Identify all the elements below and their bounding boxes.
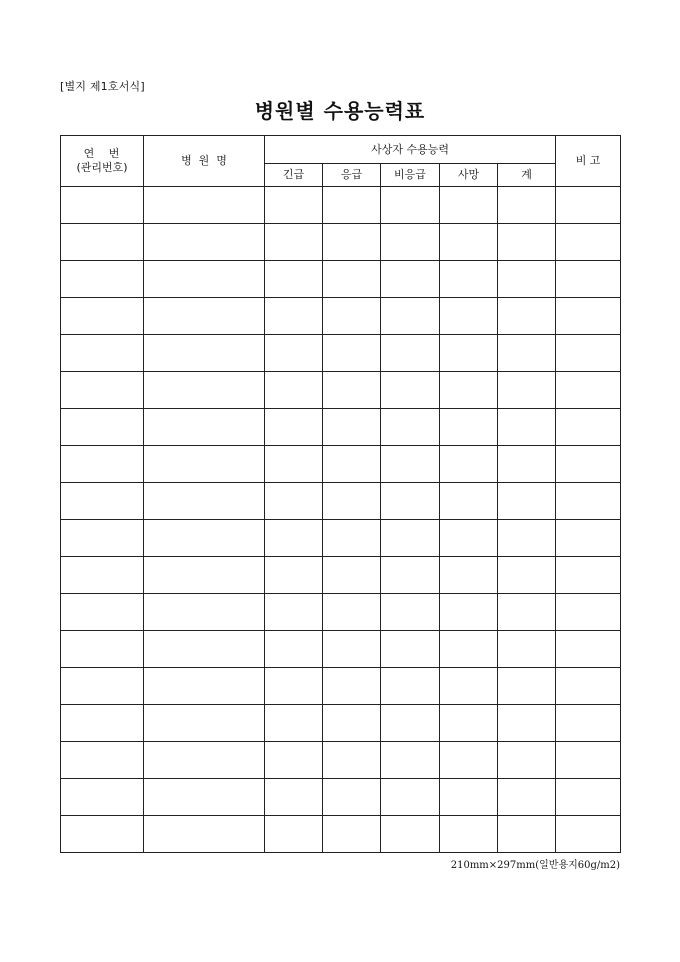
cell-emergent[interactable]: [265, 594, 323, 631]
cell-deceased[interactable]: [440, 594, 498, 631]
cell-total[interactable]: [498, 557, 556, 594]
table-row: [61, 816, 621, 853]
cell-deceased[interactable]: [440, 372, 498, 409]
cell-serial-number[interactable]: [61, 594, 144, 631]
cell-emergent[interactable]: [265, 779, 323, 816]
cell-urgent[interactable]: [323, 557, 381, 594]
cell-hospital-name[interactable]: [144, 594, 265, 631]
cell-deceased[interactable]: [440, 816, 498, 853]
cell-hospital-name[interactable]: [144, 816, 265, 853]
cell-remarks[interactable]: [556, 594, 621, 631]
cell-emergent[interactable]: [265, 816, 323, 853]
cell-serial-number[interactable]: [61, 224, 144, 261]
header-remarks: [556, 136, 621, 187]
cell-urgent[interactable]: [323, 668, 381, 705]
cell-serial-number[interactable]: [61, 742, 144, 779]
cell-emergent[interactable]: [265, 224, 323, 261]
cell-remarks[interactable]: [556, 409, 621, 446]
cell-hospital-name[interactable]: [144, 224, 265, 261]
cell-deceased[interactable]: [440, 224, 498, 261]
cell-serial-number[interactable]: [61, 668, 144, 705]
header-serial-number: [61, 136, 144, 187]
cell-emergent[interactable]: [265, 372, 323, 409]
cell-remarks[interactable]: [556, 372, 621, 409]
cell-total[interactable]: [498, 816, 556, 853]
header-management-number-label: (관리번호): [76, 161, 128, 174]
cell-non-urgent[interactable]: [381, 816, 440, 853]
cell-serial-number[interactable]: [61, 372, 144, 409]
cell-urgent[interactable]: [323, 409, 381, 446]
cell-total[interactable]: [498, 372, 556, 409]
cell-deceased[interactable]: [440, 446, 498, 483]
cell-deceased[interactable]: [440, 409, 498, 446]
cell-total[interactable]: [498, 483, 556, 520]
cell-hospital-name[interactable]: [144, 446, 265, 483]
header-casualty-capacity-label: 사상자 수용능력: [371, 142, 449, 156]
cell-emergent[interactable]: [265, 705, 323, 742]
cell-non-urgent[interactable]: [381, 483, 440, 520]
cell-deceased[interactable]: [440, 335, 498, 372]
cell-hospital-name[interactable]: [144, 668, 265, 705]
header-serial-label: 연 번: [83, 147, 121, 160]
cell-urgent[interactable]: [323, 446, 381, 483]
cell-hospital-name[interactable]: [144, 409, 265, 446]
cell-deceased[interactable]: [440, 298, 498, 335]
table-row: [61, 224, 621, 261]
table-row: [61, 483, 621, 520]
cell-remarks[interactable]: [556, 742, 621, 779]
cell-emergent[interactable]: [265, 520, 323, 557]
cell-total[interactable]: [498, 742, 556, 779]
cell-emergent[interactable]: [265, 261, 323, 298]
cell-hospital-name[interactable]: [144, 261, 265, 298]
cell-total[interactable]: [498, 446, 556, 483]
cell-non-urgent[interactable]: [381, 779, 440, 816]
header-emergent: 긴급: [265, 164, 323, 187]
table-row: [61, 446, 621, 483]
cell-urgent[interactable]: [323, 335, 381, 372]
cell-serial-number[interactable]: [61, 631, 144, 668]
cell-deceased[interactable]: [440, 483, 498, 520]
cell-urgent[interactable]: [323, 520, 381, 557]
table-row: [61, 742, 621, 779]
cell-remarks[interactable]: [556, 631, 621, 668]
table-row: [61, 187, 621, 224]
cell-non-urgent[interactable]: [381, 557, 440, 594]
cell-deceased[interactable]: [440, 557, 498, 594]
cell-remarks[interactable]: [556, 187, 621, 224]
header-non-urgent: 비응급: [381, 164, 440, 187]
cell-non-urgent[interactable]: [381, 187, 440, 224]
cell-remarks[interactable]: [556, 261, 621, 298]
cell-total[interactable]: [498, 224, 556, 261]
cell-non-urgent[interactable]: [381, 335, 440, 372]
cell-urgent[interactable]: [323, 594, 381, 631]
table-row: [61, 705, 621, 742]
cell-hospital-name[interactable]: [144, 779, 265, 816]
cell-urgent[interactable]: [323, 816, 381, 853]
cell-emergent[interactable]: [265, 335, 323, 372]
table-row: [61, 557, 621, 594]
cell-urgent[interactable]: [323, 298, 381, 335]
table-row: [61, 520, 621, 557]
cell-emergent[interactable]: [265, 557, 323, 594]
cell-urgent[interactable]: [323, 483, 381, 520]
cell-emergent[interactable]: [265, 631, 323, 668]
cell-non-urgent[interactable]: [381, 631, 440, 668]
cell-serial-number[interactable]: [61, 335, 144, 372]
cell-remarks[interactable]: [556, 816, 621, 853]
cell-deceased[interactable]: [440, 668, 498, 705]
cell-total[interactable]: [498, 705, 556, 742]
cell-non-urgent[interactable]: [381, 224, 440, 261]
table-row: [61, 298, 621, 335]
cell-serial-number[interactable]: [61, 816, 144, 853]
table-row: [61, 335, 621, 372]
header-row-primary: [61, 136, 621, 164]
header-casualty-capacity: [265, 136, 556, 164]
form-title: 병원별 수용능력표: [254, 99, 426, 123]
cell-remarks[interactable]: [556, 335, 621, 372]
cell-urgent[interactable]: [323, 187, 381, 224]
paper-spec-note: 210mm×297mm(일반용지60g/m2): [450, 860, 620, 871]
cell-hospital-name[interactable]: [144, 705, 265, 742]
cell-urgent[interactable]: [323, 742, 381, 779]
header-total: 계: [498, 164, 556, 187]
cell-total[interactable]: [498, 631, 556, 668]
cell-non-urgent[interactable]: [381, 372, 440, 409]
cell-non-urgent[interactable]: [381, 520, 440, 557]
cell-total[interactable]: [498, 409, 556, 446]
cell-non-urgent[interactable]: [381, 409, 440, 446]
cell-non-urgent[interactable]: [381, 742, 440, 779]
cell-hospital-name[interactable]: [144, 298, 265, 335]
cell-non-urgent[interactable]: [381, 446, 440, 483]
cell-emergent[interactable]: [265, 668, 323, 705]
cell-total[interactable]: [498, 187, 556, 224]
cell-emergent[interactable]: [265, 298, 323, 335]
header-deceased: 사망: [440, 164, 498, 187]
cell-urgent[interactable]: [323, 779, 381, 816]
table-row: [61, 594, 621, 631]
table-row: [61, 372, 621, 409]
cell-remarks[interactable]: [556, 705, 621, 742]
cell-hospital-name[interactable]: [144, 557, 265, 594]
cell-serial-number[interactable]: [61, 446, 144, 483]
cell-deceased[interactable]: [440, 779, 498, 816]
cell-hospital-name[interactable]: [144, 520, 265, 557]
cell-remarks[interactable]: [556, 483, 621, 520]
form-number-label: [별지 제1호서식]: [60, 80, 145, 93]
cell-total[interactable]: [498, 298, 556, 335]
cell-serial-number[interactable]: [61, 261, 144, 298]
header-hospital-name-label: 병 원 명: [181, 154, 227, 167]
cell-serial-number[interactable]: [61, 483, 144, 520]
cell-deceased[interactable]: [440, 261, 498, 298]
cell-deceased[interactable]: [440, 520, 498, 557]
table-row: [61, 668, 621, 705]
cell-hospital-name[interactable]: [144, 335, 265, 372]
cell-total[interactable]: [498, 520, 556, 557]
cell-urgent[interactable]: [323, 631, 381, 668]
cell-total[interactable]: [498, 335, 556, 372]
cell-non-urgent[interactable]: [381, 261, 440, 298]
cell-serial-number[interactable]: [61, 557, 144, 594]
cell-hospital-name[interactable]: [144, 187, 265, 224]
cell-serial-number[interactable]: [61, 409, 144, 446]
cell-emergent[interactable]: [265, 409, 323, 446]
cell-remarks[interactable]: [556, 668, 621, 705]
table-body: [61, 187, 621, 853]
cell-non-urgent[interactable]: [381, 705, 440, 742]
header-hospital-name: [144, 136, 265, 187]
cell-urgent[interactable]: [323, 224, 381, 261]
cell-hospital-name[interactable]: [144, 631, 265, 668]
cell-remarks[interactable]: [556, 224, 621, 261]
cell-serial-number[interactable]: [61, 298, 144, 335]
header-remarks-label: 비 고: [575, 154, 601, 167]
cell-urgent[interactable]: [323, 705, 381, 742]
cell-urgent[interactable]: [323, 261, 381, 298]
cell-total[interactable]: [498, 594, 556, 631]
table-row: [61, 409, 621, 446]
cell-hospital-name[interactable]: [144, 372, 265, 409]
capacity-table: [60, 135, 621, 853]
cell-emergent[interactable]: [265, 446, 323, 483]
cell-serial-number[interactable]: [61, 705, 144, 742]
cell-remarks[interactable]: [556, 446, 621, 483]
cell-non-urgent[interactable]: [381, 298, 440, 335]
cell-hospital-name[interactable]: [144, 742, 265, 779]
cell-remarks[interactable]: [556, 298, 621, 335]
cell-emergent[interactable]: [265, 483, 323, 520]
table-row: [61, 779, 621, 816]
cell-serial-number[interactable]: [61, 187, 144, 224]
cell-serial-number[interactable]: [61, 779, 144, 816]
cell-deceased[interactable]: [440, 705, 498, 742]
cell-remarks[interactable]: [556, 520, 621, 557]
cell-total[interactable]: [498, 779, 556, 816]
cell-remarks[interactable]: [556, 557, 621, 594]
cell-non-urgent[interactable]: [381, 668, 440, 705]
cell-deceased[interactable]: [440, 631, 498, 668]
cell-remarks[interactable]: [556, 779, 621, 816]
cell-emergent[interactable]: [265, 742, 323, 779]
cell-deceased[interactable]: [440, 742, 498, 779]
table-row: [61, 261, 621, 298]
cell-urgent[interactable]: [323, 372, 381, 409]
header-urgent: 응급: [323, 164, 381, 187]
table-row: [61, 631, 621, 668]
cell-hospital-name[interactable]: [144, 483, 265, 520]
cell-total[interactable]: [498, 261, 556, 298]
cell-serial-number[interactable]: [61, 520, 144, 557]
cell-deceased[interactable]: [440, 187, 498, 224]
cell-total[interactable]: [498, 668, 556, 705]
cell-emergent[interactable]: [265, 187, 323, 224]
cell-non-urgent[interactable]: [381, 594, 440, 631]
